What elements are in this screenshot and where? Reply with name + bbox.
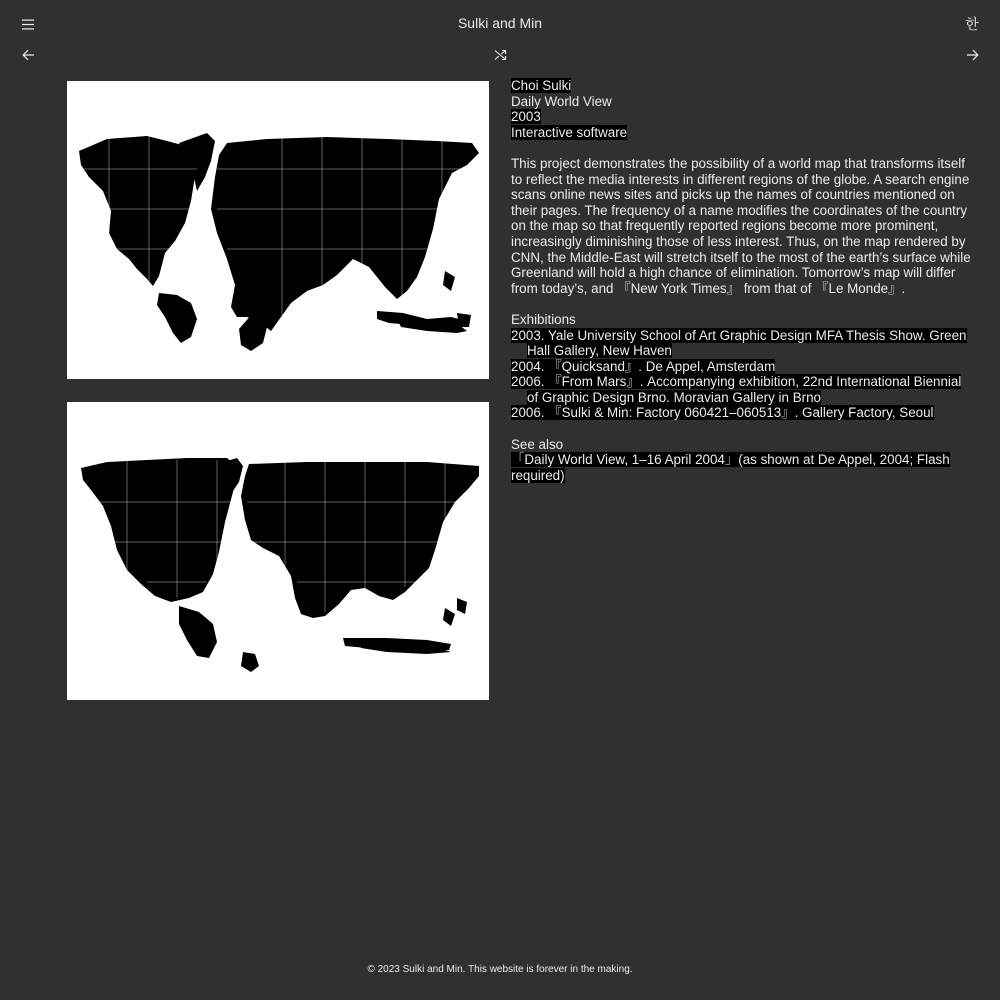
exhibition-item: 2006. 『From Mars』. Accompanying exhibition, 22nd International Biennial of Graphic Design Brno. Moravian Gallery in Brno bbox=[511, 374, 962, 405]
work-medium: Interactive software bbox=[511, 124, 628, 140]
work-description: This project demonstrates the possibility of a world map that transforms itself to reflect the media interests in different regions of the globe. A search engine scans online news sites and picks up the names of countries mentioned on their pages. The frequency of a name modifies the coordinates of the country on the map so that frequently reported regions become more prominent, increasingly diminishing those of less interest. Thus, on the map rendered by CNN, the Middle-East will stretch itself to the most of the earth’s surface while Greenland will hold a high chance of elimination. Tomorrow’s map will differ from today’s, and 『New York Times』 from that of 『Le Monde』. bbox=[511, 155, 971, 296]
map-image-1 bbox=[67, 81, 489, 379]
site-title[interactable]: Sulki and Min bbox=[457, 15, 543, 31]
see-also-link-line bbox=[511, 452, 976, 483]
see-also-section bbox=[511, 437, 976, 484]
arrow-left-icon[interactable] bbox=[17, 44, 39, 66]
exhibitions-heading: Exhibitions bbox=[511, 311, 576, 327]
language-toggle-button[interactable]: 한 bbox=[965, 16, 979, 32]
work-author: Choi Sulki bbox=[511, 78, 572, 93]
see-also-link[interactable]: 「Daily World View, 1–16 April 2004」(as shown at De Appel, 2004; Flash required) bbox=[511, 452, 950, 483]
arrow-right-icon[interactable] bbox=[961, 44, 983, 66]
distorted-world-map-2 bbox=[67, 402, 489, 700]
exhibitions-section bbox=[511, 312, 976, 421]
work-details bbox=[511, 78, 976, 483]
distorted-world-map-1 bbox=[67, 81, 489, 379]
footer: © 2023 Sulki and Min. This website is forever in the making. bbox=[367, 964, 633, 975]
exhibition-item: 2003. Yale University School of Art Graphic Design MFA Thesis Show. Green Hall Gallery, New Haven bbox=[511, 327, 967, 359]
work-year: 2003 bbox=[511, 109, 541, 125]
map-image-2 bbox=[67, 402, 489, 700]
exhibition-item: 2006. 『Sulki & Min: Factory 060421–060513』. Gallery Factory, Seoul bbox=[511, 405, 934, 421]
exhibition-item: 2004. 『Quicksand』. De Appel, Amsterdam bbox=[511, 358, 776, 374]
see-also-heading: See also bbox=[511, 436, 564, 452]
shuffle-icon[interactable] bbox=[489, 44, 511, 66]
work-title: Daily World View bbox=[511, 93, 612, 109]
